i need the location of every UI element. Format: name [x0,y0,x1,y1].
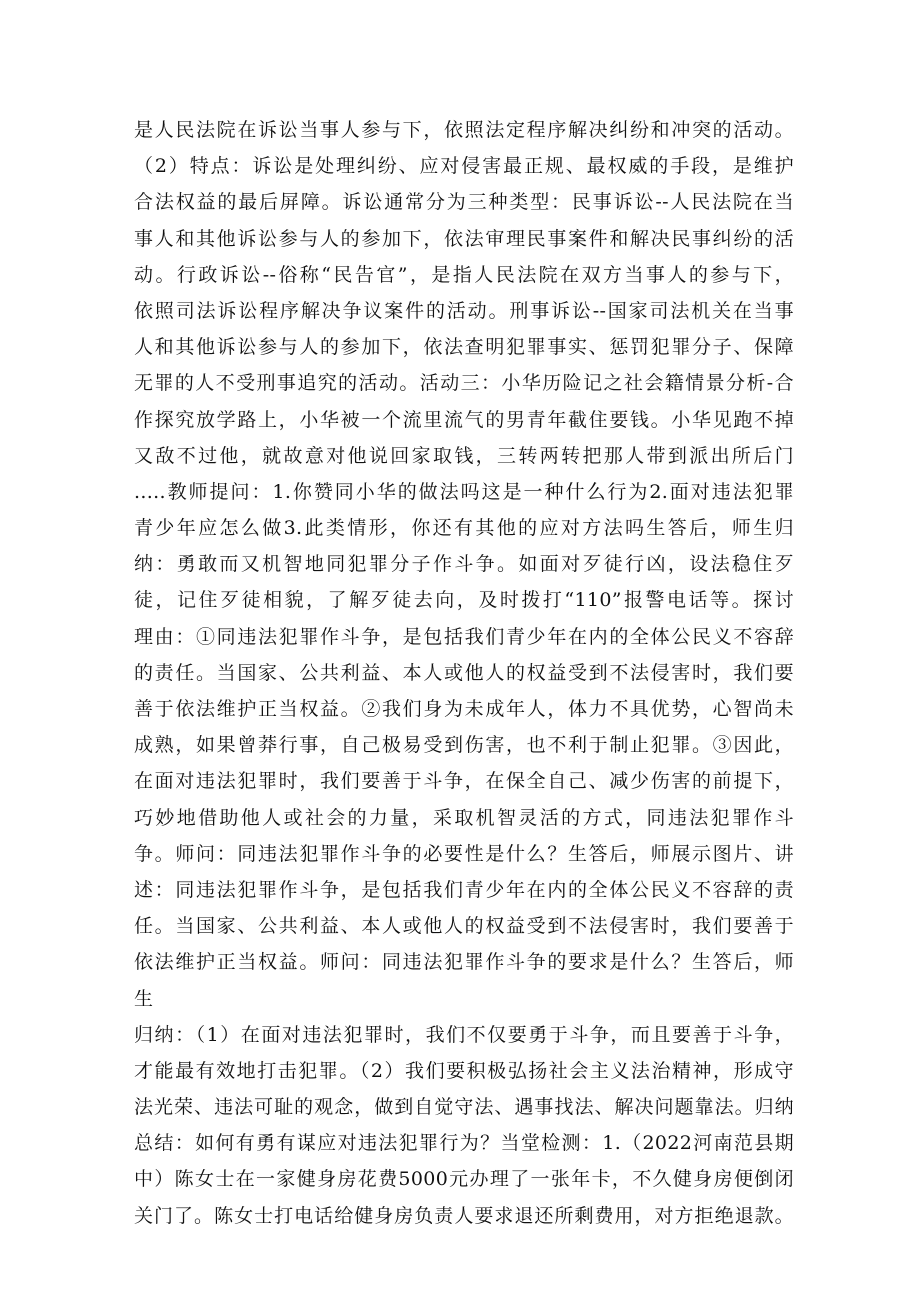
text-line: 是人民法院在诉讼当事人参与下，依照法定程序解决纠纷和冲突的活动。 [134,119,794,141]
text-line: 巧妙地借助他人或社会的力量，采取机智灵活的方式，同违法犯罪作斗 [134,806,794,829]
text-line: 作探究放学路上，小华被一个流里流气的男青年截住要钱。小华见跑不掉 [134,408,794,431]
text-line: 理由：①同违法犯罪作斗争，是包括我们青少年在内的全体公民义不容辞 [134,625,794,648]
text-line: 善于依法维护正当权益。②我们身为未成年人，体力不具优势，心智尚未 [134,698,794,720]
text-line: .....教师提问：1.你赞同小华的做法吗这是一种什么行为2.面对违法犯罪 [134,480,794,503]
text-line: 在面对违法犯罪时，我们要善于斗争，在保全自己、减少伤害的前提下， [134,770,794,793]
text-line: 徒，记住歹徒相貌，了解歹徒去向，及时拨打“110”报警电话等。探讨 [134,589,794,612]
text-line: 合法权益的最后屏障。诉讼通常分为三种类型：民事诉讼--人民法院在当 [134,191,794,214]
text-line: 争。师问：同违法犯罪作斗争的必要性是什么？生答后，师展示图片、讲 [134,842,794,865]
text-line: 纳：勇敢而又机智地同犯罪分子作斗争。如面对歹徒行凶，设法稳住歹 [134,553,794,576]
text-line: 中）陈女士在一家健身房花费5000元办理了一张年卡，不久健身房便倒闭 [134,1168,794,1191]
text-line: 依照司法诉讼程序解决争议案件的活动。刑事诉讼--国家司法机关在当事 [134,299,794,322]
text-line: 事人和其他诉讼参与人的参加下，依法审理民事案件和解决民事纠纷的活 [134,227,794,250]
text-line: 成熟，如果曾莽行事，自己极易受到伤害，也不利于制止犯罪。③因此， [134,734,794,757]
text-line: 述：同违法犯罪作斗争，是包括我们青少年在内的全体公民义不容辞的责 [134,878,794,901]
text-line: 动。行政诉讼--俗称“民告官”，是指人民法院在双方当事人的参与下， [134,263,794,286]
text-line: 关门了。陈女士打电话给健身房负责人要求退还所剩费用，对方拒绝退款。 [134,1204,794,1227]
text-line: 人和其他诉讼参与人的参加下，依法查明犯罪事实、惩罚犯罪分子、保障 [134,336,794,359]
text-line: 任。当国家、公共利益、本人或他人的权益受到不法侵害时，我们要善于 [134,915,794,938]
body-text [134,112,794,1234]
text-line: 依法维护正当权益。师问：同违法犯罪作斗争的要求是什么？生答后，师 [134,951,794,974]
text-line: 的责任。当国家、公共利益、本人或他人的权益受到不法侵害时，我们要 [134,661,794,684]
text-line: 总结：如何有勇有谋应对违法犯罪行为？当堂检测：1.（2022河南范县期 [134,1132,794,1155]
text-line: 青少年应怎么做3.此类情形，你还有其他的应对方法吗生答后，师生归 [134,517,794,540]
text-line: 法光荣、违法可耻的观念，做到自觉守法、遇事找法、解决问题靠法。归纳 [134,1096,794,1119]
text-line: 归纳：（1）在面对违法犯罪时，我们不仅要勇于斗争，而且要善于斗争， [134,1023,794,1046]
text-line: 才能最有效地打击犯罪。（2）我们要积极弘扬社会主义法治精神，形成守 [134,1059,794,1082]
text-line: （2）特点：诉讼是处理纠纷、应对侵害最正规、最权威的手段，是维护 [134,155,794,178]
text-line: 生 [134,987,154,1010]
text-line: 无罪的人不受刑事追究的活动。活动三：小华历险记之社会籍情景分析-合 [134,372,794,395]
text-line: 又敌不过他，就故意对他说回家取钱，三转两转把那人带到派出所后门 [134,444,794,467]
